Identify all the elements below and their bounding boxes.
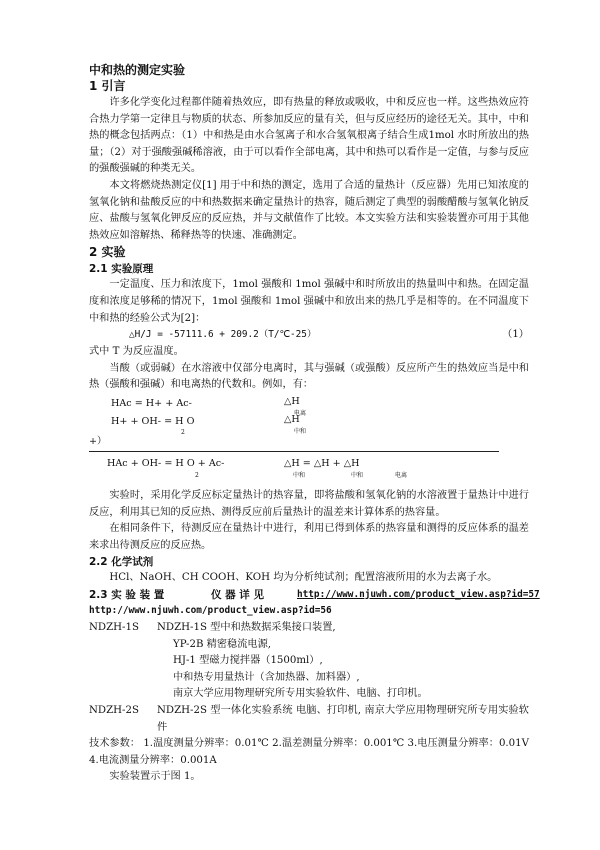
subsection-heading-suffix: 仪 器 详 见 xyxy=(211,588,264,601)
subsection-heading: 2.2 化学试剂 xyxy=(89,556,154,569)
equation-number: （1） xyxy=(502,329,529,341)
sum-line xyxy=(89,451,499,452)
device-code: NDZH-1S xyxy=(89,622,139,634)
device-item: 南京大学应用物理研究所专用实验软件、电脑、打印机。 xyxy=(173,688,428,700)
product-link[interactable]: http://www.njuwh.com/product_view.asp?id=56 xyxy=(89,605,332,617)
paragraph: 本文将燃烧热测定仪[1] 用于中和热的测定，选用了合适的量热计（反应器）先用已知浓度的氢氧化钠和盐酸反应的中和热数据来确定量热计的热容，随后测定了典型的弱酸醋酸与氢氧化钠反应、盐酸与氢氧化钾反应的反应热，并与文献值作了比较。本文实验方法和实验装置亦可用于其他热效应如溶解热、稀释热等的快速、准确测定。 xyxy=(89,179,529,241)
enthalpy-subscript: 电离 xyxy=(294,409,307,417)
figure-reference: 实验装置示于图 1。 xyxy=(109,771,201,783)
technical-parameters: 技术参数： 1.温度测量分辨率：0.01℃ 2.温差测量分辨率：0.001℃ 3.电压测量分辨率：0.01V 4.电流测量分辨率：0.001A xyxy=(89,738,529,766)
reaction-3-enthalpy: △H = △H + △H xyxy=(284,457,360,469)
equation: △H/J = -57111.6 + 209.2（T/℃-25） xyxy=(129,329,317,341)
device-row xyxy=(89,703,529,736)
section-heading: 1 引言 xyxy=(89,79,126,93)
device-code: NDZH-2S xyxy=(89,705,139,717)
enthalpy-subscript: 中和 xyxy=(294,427,307,435)
paragraph: HCl、NaOH、CH COOH、KOH 均为分析纯试剂；配置溶液所用的水为去离子水。 xyxy=(109,572,498,584)
paragraph: 式中 T 为反应温度。 xyxy=(89,346,184,358)
equation-row xyxy=(89,327,529,344)
device-description: NDZH-2S 型一体化实验系统 电脑、打印机, 南京大学应用物理研究所专用实验软件 xyxy=(157,705,529,733)
reaction-3: HAc + OH- = H O + Ac- xyxy=(107,457,225,469)
subsection-heading: 2.3 实 验 装 置 xyxy=(89,588,165,601)
water-subscript: 2 xyxy=(181,428,185,436)
plus-sign: +） xyxy=(89,435,107,447)
paragraph: 许多化学变化过程都伴随着热效应，即有热量的释放或吸收，中和反应也一样。这些热效应符合热力学第一定律且与物质的状态、所参加反应的量有关，但与反应经历的途径无关。其中，中和热的概念包括两点：（1）中和热是由水合氢离子和水合氢氧根离子结合生成1mol 水时所放出的热量；（2）对于强酸强碱稀溶液，由于可以看作全部电离，其中和热可以看作是一定值，与参与反应的强酸强碱的种类无关。 xyxy=(89,97,529,175)
section-heading: 2 实验 xyxy=(89,245,126,260)
reaction-block xyxy=(89,394,529,488)
device-item: NDZH-1S 型中和热数据采集接口装置, xyxy=(157,622,336,634)
paragraph: 当酸（或弱碱）在水溶液中仅部分电离时，其与强碱（或强酸）反应所产生的热效应当是中和热（强酸和强碱）和电离热的代数和。例如，有： xyxy=(89,362,529,391)
device-item: YP-2B 精密稳流电源, xyxy=(173,638,272,650)
document-page xyxy=(89,62,540,786)
enthalpy-subscript: 电离 xyxy=(395,471,408,479)
subsection-heading-row xyxy=(89,587,540,604)
water-subscript: 2 xyxy=(195,471,199,479)
product-link[interactable]: http://www.njuwh.com/product_view.asp?id=57 xyxy=(297,588,540,600)
paragraph: 一定温度、压力和浓度下，1mol 强酸和 1mol 强碱中和时所放出的热量叫中和热。在固定温度和浓度足够稀的情况下，1mol 强酸和 1mol 强碱中和放出来的热几乎是相等的。在不同温度下中和热的经验公式为[2]： xyxy=(89,279,529,324)
device-item: 中和热专用量热计（含加热器、加料器）, xyxy=(173,671,360,683)
subsection-heading: 2.1 实验原理 xyxy=(89,263,154,276)
reaction-2-enthalpy: △H xyxy=(284,413,300,425)
device-list xyxy=(89,620,529,703)
reaction-1: HAc = H+ + Ac- xyxy=(111,397,192,409)
paragraph: 实验时，采用化学反应标定量热计的热容量，即将盐酸和氢氧化钠的水溶液置于量热计中进行反应，利用其已知的反应热、测得反应前后量热计的温差来计算体系的热容量。 xyxy=(89,489,529,518)
reaction-2: H+ + OH- = H O xyxy=(111,415,195,427)
device-item: HJ-1 型磁力搅拌器（1500ml）, xyxy=(173,655,323,667)
page-title: 中和热的测定实验 xyxy=(89,63,186,77)
enthalpy-subscript: 中和 xyxy=(293,471,306,479)
enthalpy-subscript: 中和 xyxy=(351,471,364,479)
paragraph: 在相同条件下，待测反应在量热计中进行，利用已得到体系的热容量和测得的反应体系的温差来求出待测反应的反应热。 xyxy=(89,523,529,551)
reaction-1-enthalpy: △H xyxy=(284,395,300,407)
